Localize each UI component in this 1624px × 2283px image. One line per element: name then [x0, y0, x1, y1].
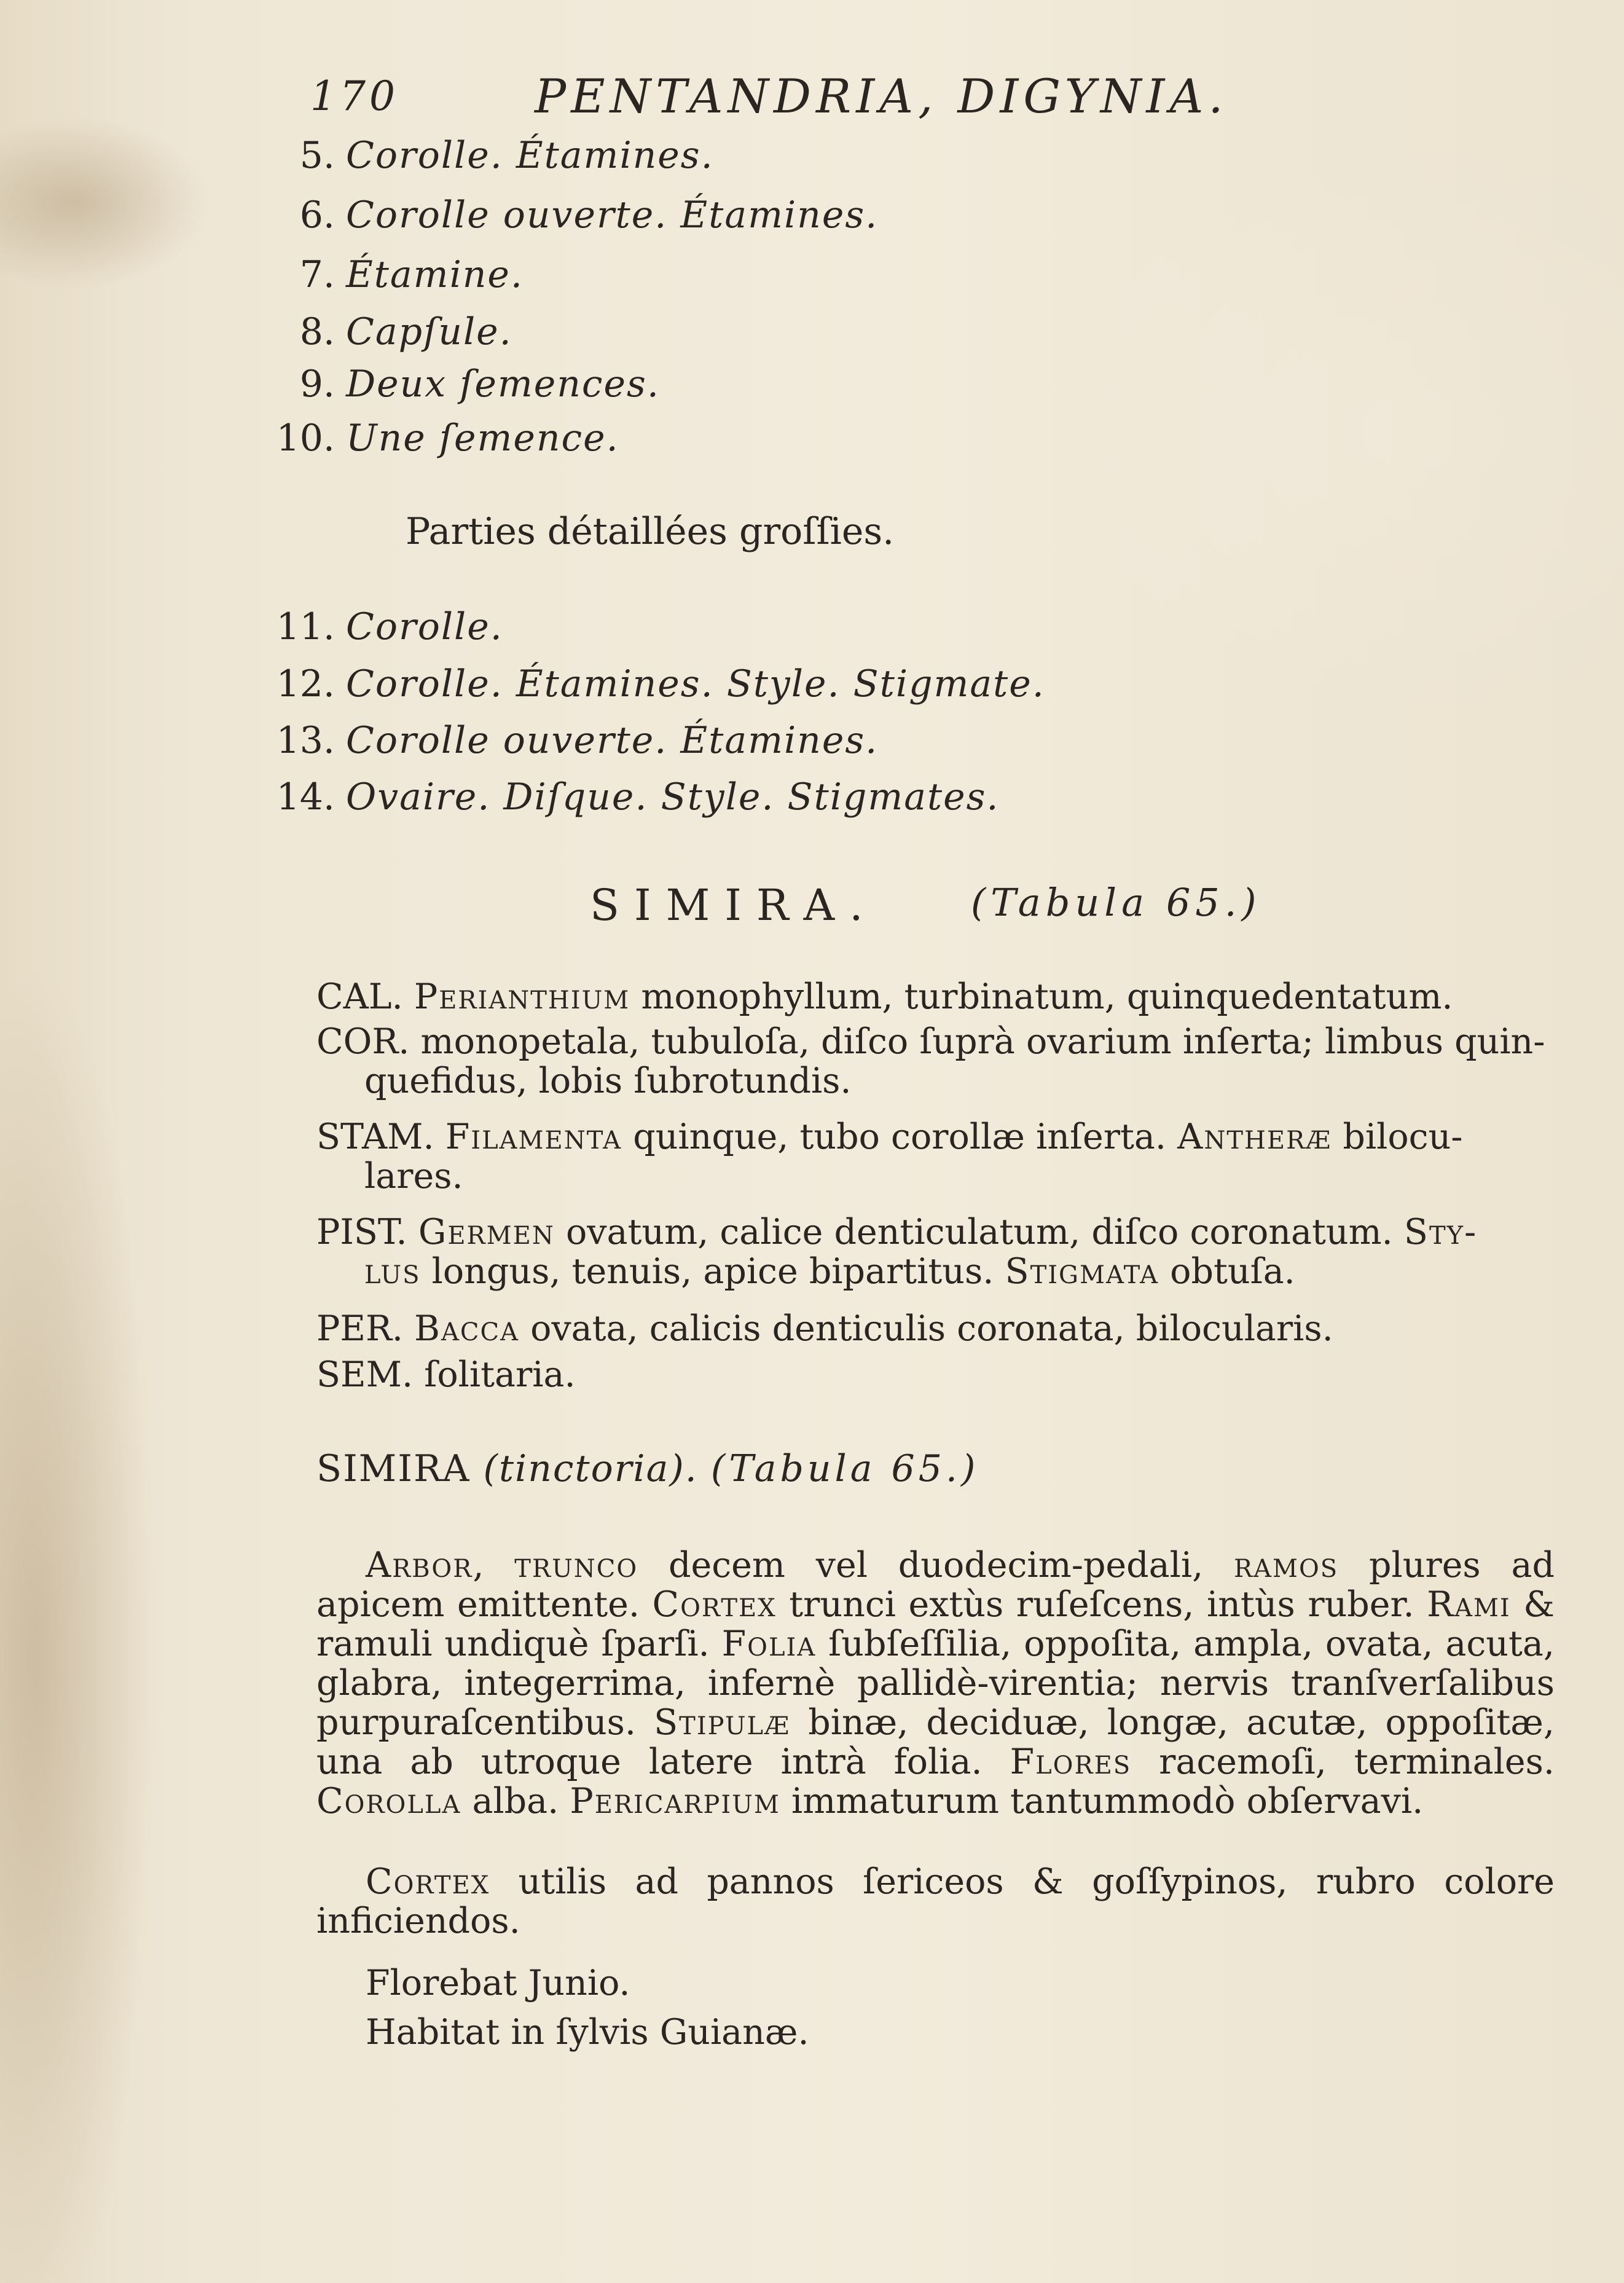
- description-text: racemoſi, terminales.: [1131, 1742, 1555, 1782]
- character-term: Germen: [418, 1212, 555, 1252]
- description-text: plures ad apicem emittente.: [316, 1545, 1555, 1625]
- character-term: lus: [364, 1251, 421, 1292]
- term-arbor: Arbor: [366, 1545, 473, 1586]
- character-label: STAM.: [316, 1117, 434, 1157]
- species-description: [316, 1546, 1555, 1821]
- legend-item: [258, 417, 619, 460]
- character-text-continued: quefidus, lobis ſubrotundis.: [364, 1061, 852, 1101]
- character-term: Sty-: [1403, 1212, 1478, 1252]
- character-pistil: [316, 1212, 1558, 1291]
- legend-number: 6.: [299, 194, 335, 237]
- legend-text: Corolle. Étamines. Style. Stigmate.: [346, 662, 1045, 705]
- description-text: immaturum tantummodò obſervavi.: [780, 1781, 1424, 1821]
- legend-item: [258, 194, 878, 237]
- legend-item: [258, 662, 1045, 705]
- legend-number: 8.: [299, 310, 335, 353]
- legend-item: [258, 134, 714, 177]
- character-text-continued: lares.: [364, 1156, 463, 1197]
- legend-text: Corolle. Étamines.: [346, 134, 714, 177]
- page-number: 170: [310, 73, 399, 120]
- habitat-note: Habitat in ſylvis Guianæ.: [366, 2012, 809, 2053]
- legend-item: [258, 719, 878, 762]
- term-folia: Folia: [721, 1624, 817, 1664]
- legend-text: Une ſemence.: [346, 417, 619, 460]
- term-rami: Rami: [1427, 1584, 1511, 1625]
- term-cortex: Cortex: [366, 1861, 490, 1902]
- character-label: PER.: [316, 1308, 403, 1349]
- species-name: SIMIRA: [316, 1447, 471, 1490]
- character-text: quinque, tubo corollæ inſerta.: [633, 1117, 1167, 1157]
- character-pericarp: [316, 1309, 1558, 1348]
- description-text: & ramuli undiquè ſparſi.: [316, 1584, 1555, 1664]
- legend-text: Deux ſemences.: [346, 363, 660, 406]
- term-corolla: Corolla: [316, 1781, 461, 1821]
- term-trunco: trunco: [514, 1545, 638, 1586]
- character-term: Perianthium: [414, 976, 630, 1017]
- character-text: ovata, calicis denticulis coronata, bilocularis.: [530, 1308, 1333, 1349]
- uses-paragraph: [316, 1862, 1555, 1941]
- genus-heading: SIMIRA.: [590, 880, 878, 930]
- character-label: SEM.: [316, 1354, 414, 1395]
- legend-number: 11.: [276, 605, 335, 648]
- character-label: PIST.: [316, 1212, 407, 1252]
- legend-number: 10.: [276, 417, 335, 460]
- legend-text: Étamine.: [346, 253, 524, 296]
- magnified-parts-heading: Parties détaillées groſſies.: [406, 510, 895, 553]
- character-text: ſolitaria.: [424, 1354, 576, 1395]
- description-text: decem vel duodecim-pedali,: [638, 1545, 1234, 1586]
- character-term: Stigmata: [1005, 1251, 1159, 1292]
- term-pericarpium: Pericarpium: [570, 1781, 780, 1821]
- legend-number: 5.: [299, 134, 335, 177]
- legend-item: [258, 776, 1000, 819]
- legend-text: Corolle ouverte. Étamines.: [346, 719, 879, 762]
- legend-item: [258, 605, 503, 648]
- species-epithet: (tinctoria).: [483, 1447, 698, 1490]
- term-stipulae: Stipulæ: [654, 1702, 791, 1743]
- description-text: ,: [473, 1545, 515, 1586]
- legend-item: [258, 253, 524, 296]
- flowering-note: Florebat Junio.: [366, 1963, 630, 2003]
- description-text: trunci extùs ruſeſcens, intùs ruber.: [776, 1584, 1427, 1625]
- genus-plate-reference: (Tabula 65.): [971, 880, 1261, 925]
- character-corolla: [316, 1022, 1558, 1101]
- character-text: ovatum, calice denticulatum, diſco coronatum.: [565, 1212, 1393, 1252]
- legend-text: Ovaire. Diſque. Style. Stigmates.: [346, 776, 1000, 819]
- character-term: Antheræ: [1177, 1117, 1332, 1157]
- character-term: Filamenta: [445, 1117, 622, 1157]
- legend-number: 14.: [276, 776, 335, 819]
- character-text: bilocu-: [1343, 1117, 1463, 1157]
- description-text: binæ, deciduæ, longæ, acutæ, oppoſitæ, una ab utroque latere intrà folia.: [316, 1702, 1555, 1782]
- character-label: CAL.: [316, 976, 403, 1017]
- term-ramos: ramos: [1234, 1545, 1339, 1586]
- description-text: ſubſeſſilia, oppoſita, ampla, ovata, acuta, glabra, integerrima, infernè pallidè-virentia; nervis tranſverſalibus purpuraſcentibus.: [316, 1624, 1555, 1743]
- legend-text: Corolle ouverte. Étamines.: [346, 194, 879, 237]
- character-text: obtuſa.: [1170, 1251, 1295, 1292]
- character-calyx: [316, 977, 1558, 1016]
- legend-number: 12.: [276, 662, 335, 705]
- species-plate-reference: (Tabula 65.): [710, 1447, 979, 1490]
- character-text: monophyllum, turbinatum, quinquedentatum.: [641, 976, 1453, 1017]
- legend-number: 7.: [299, 253, 335, 296]
- character-stamens: [316, 1117, 1558, 1196]
- legend-text: Corolle.: [346, 605, 503, 648]
- uses-text: utilis ad pannos ſericeos & goſſypinos, rubro colore inficiendos.: [316, 1861, 1555, 1941]
- description-text: alba.: [461, 1781, 570, 1821]
- legend-item: [258, 310, 512, 353]
- character-text: longus, tenuis, apice bipartitus.: [431, 1251, 994, 1292]
- legend-text: Capſule.: [346, 310, 512, 353]
- running-title: PENTANDRIA, DIGYNIA.: [535, 69, 1228, 124]
- character-text-continued: [316, 1252, 1558, 1291]
- character-label: COR.: [316, 1021, 410, 1062]
- legend-number: 13.: [276, 719, 335, 762]
- legend-item: [258, 363, 660, 406]
- character-seed: [316, 1355, 1558, 1394]
- species-heading: [316, 1447, 979, 1490]
- legend-number: 9.: [299, 363, 335, 406]
- character-term: Bacca: [414, 1308, 519, 1349]
- term-cortex: Cortex: [652, 1584, 777, 1625]
- term-flores: Flores: [1010, 1742, 1132, 1782]
- character-text: monopetala, tubuloſa, diſco ſuprà ovarium inſerta; limbus quin-: [420, 1021, 1545, 1062]
